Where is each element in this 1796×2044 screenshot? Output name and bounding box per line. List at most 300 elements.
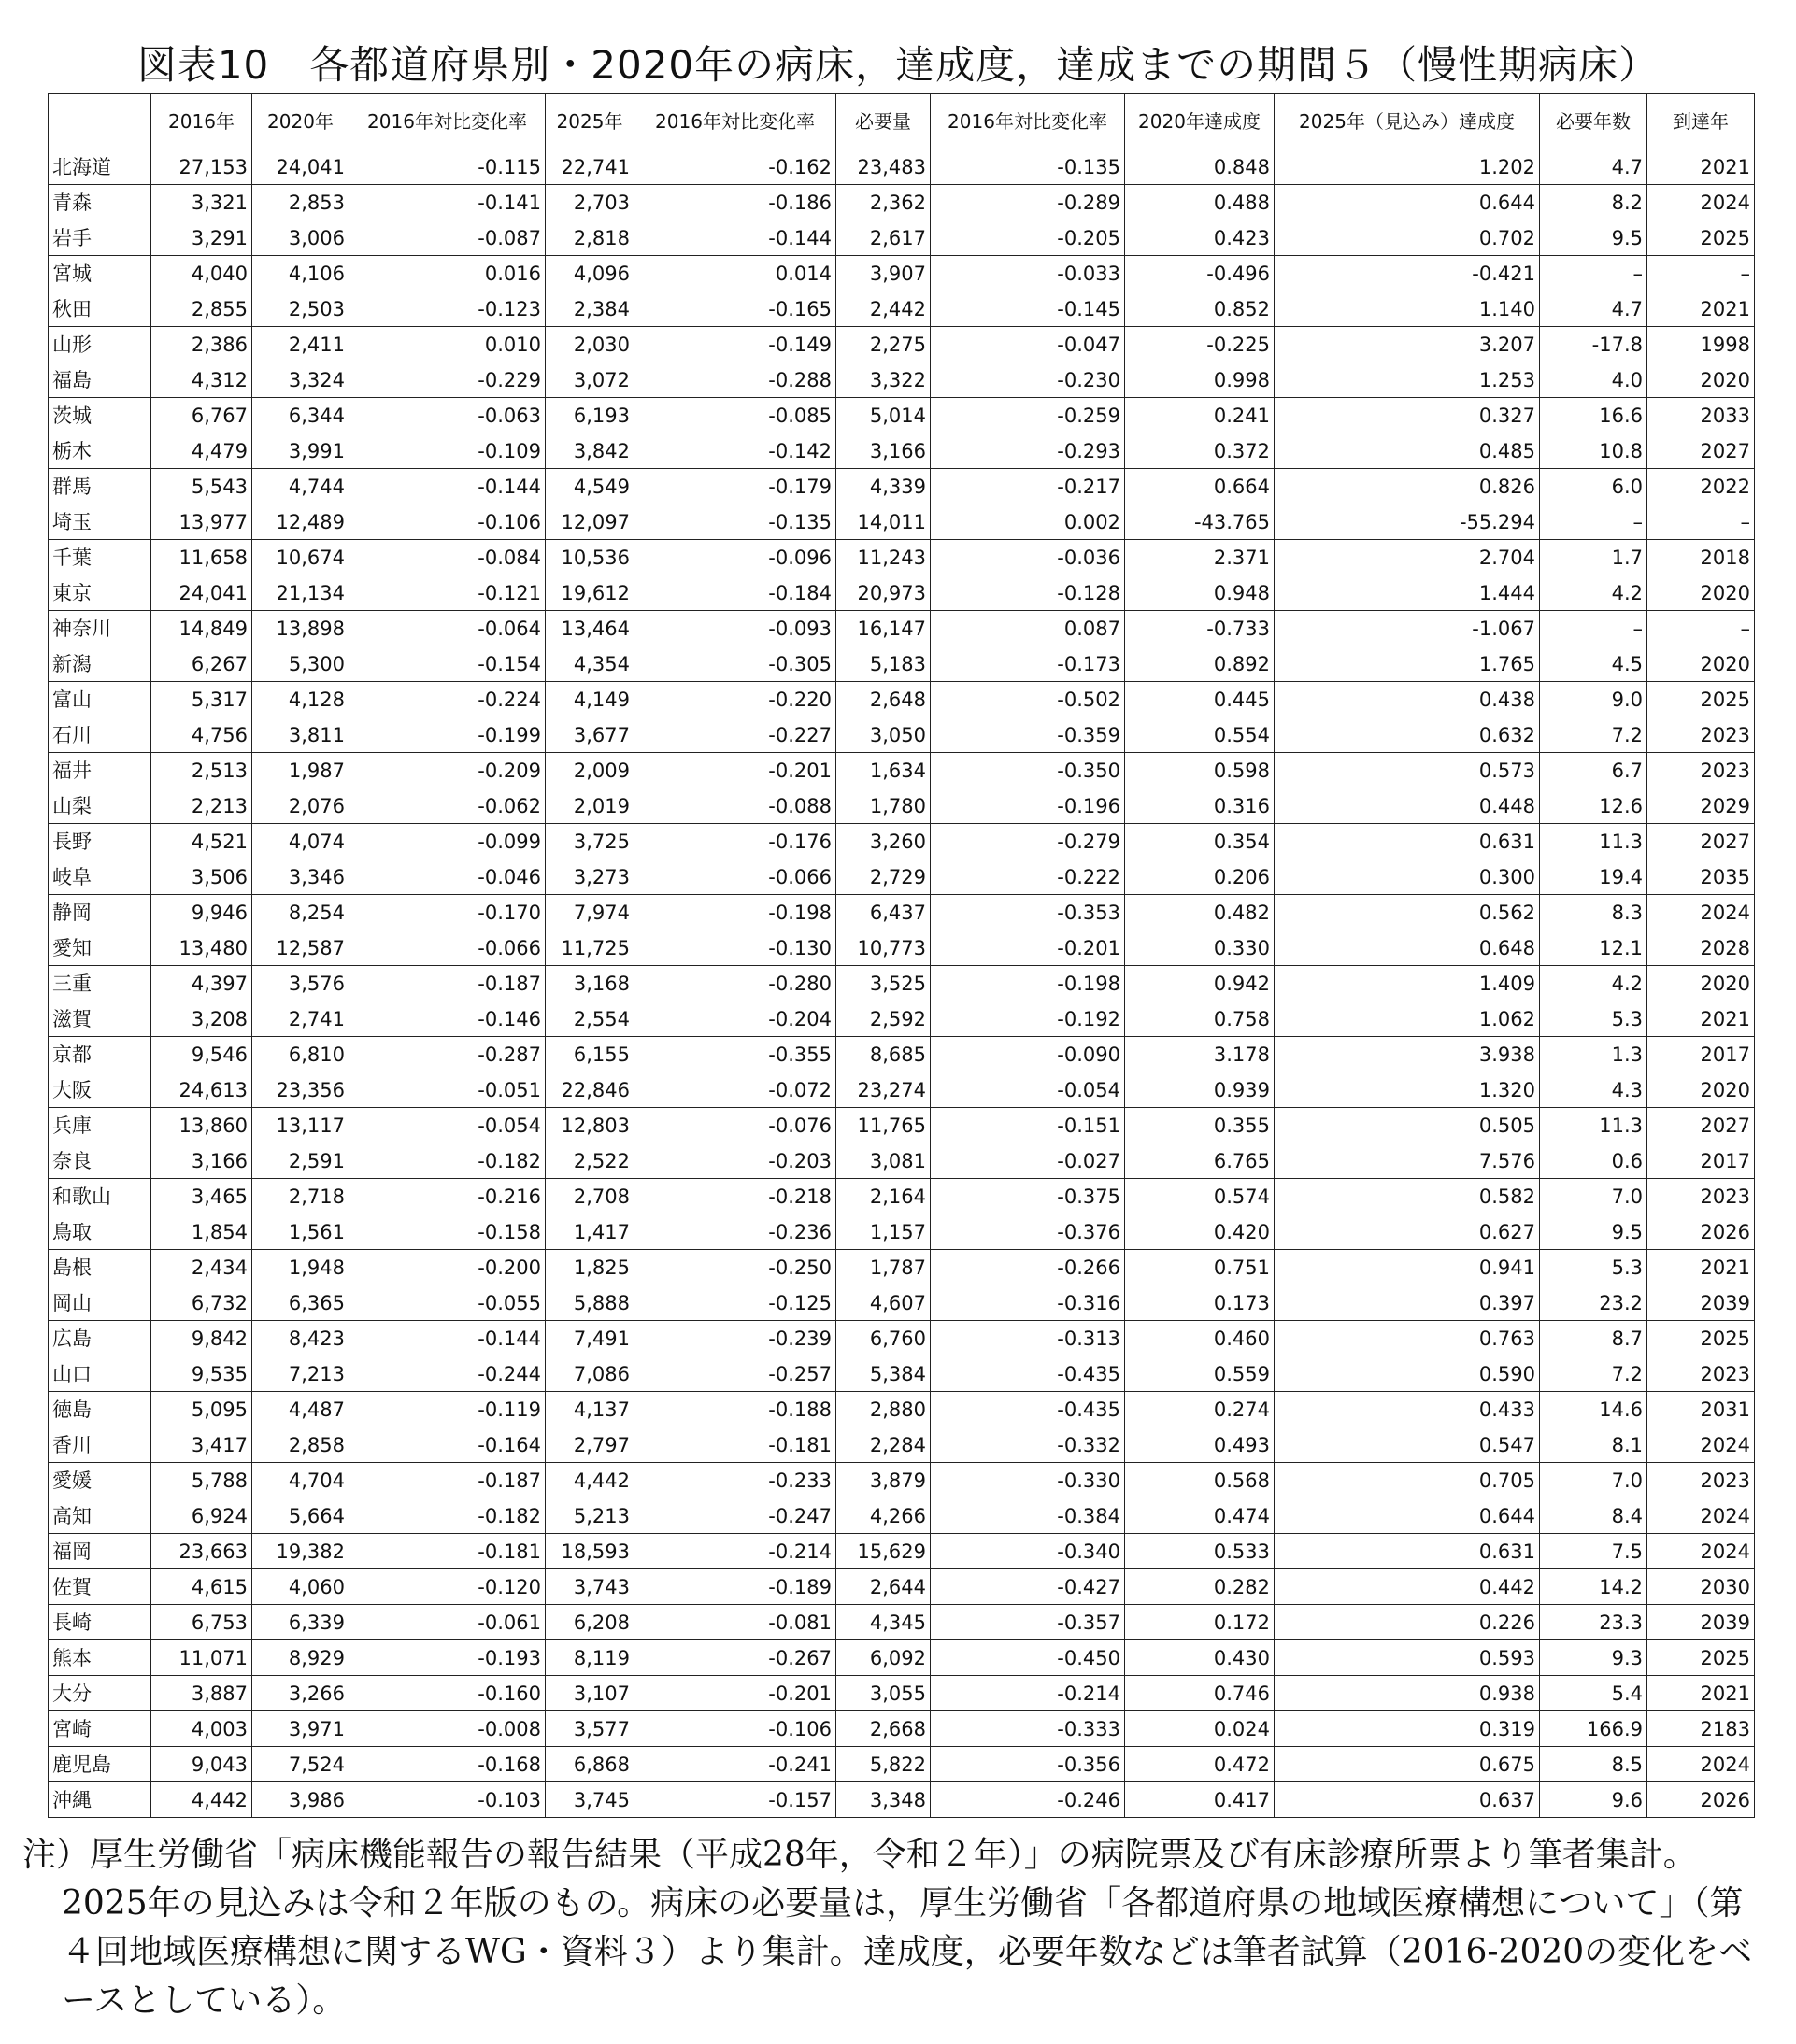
table-cell: -0.123 (349, 291, 546, 327)
table-cell: -0.081 (634, 1605, 836, 1640)
table-row (49, 1427, 1755, 1463)
table-cell: 0.423 (1125, 220, 1275, 256)
table-cell: 5.3 (1540, 1001, 1647, 1037)
prefecture-cell: 長野 (49, 824, 151, 859)
table-cell: -0.435 (931, 1356, 1125, 1392)
table-cell: 0.445 (1125, 682, 1275, 717)
table-cell: 0.397 (1275, 1285, 1540, 1321)
table-cell: -0.267 (634, 1640, 836, 1676)
table-cell: 6,344 (252, 398, 349, 433)
table-cell: 18,593 (546, 1534, 634, 1569)
table-cell: -0.280 (634, 966, 836, 1001)
table-cell: -0.203 (634, 1143, 836, 1179)
table-cell: 5,788 (151, 1463, 252, 1498)
table-cell: 6,810 (252, 1037, 349, 1072)
table-cell: 0.627 (1275, 1214, 1540, 1250)
table-row (49, 1143, 1755, 1179)
bed-data-table (48, 93, 1755, 1818)
table-cell: 3,346 (252, 859, 349, 895)
table-row (49, 859, 1755, 895)
table-cell: -0.093 (634, 611, 836, 646)
table-row (49, 220, 1755, 256)
table-cell: 2,213 (151, 788, 252, 824)
table-cell: -0.222 (931, 859, 1125, 895)
prefecture-cell: 岐阜 (49, 859, 151, 895)
table-cell: 6,924 (151, 1498, 252, 1534)
table-cell: 22,741 (546, 149, 634, 185)
table-cell: -0.063 (349, 398, 546, 433)
table-cell: 0.848 (1125, 149, 1275, 185)
table-cell: 3,266 (252, 1676, 349, 1711)
table-cell: 2,386 (151, 327, 252, 362)
prefecture-cell: 長崎 (49, 1605, 151, 1640)
table-cell: 0.942 (1125, 966, 1275, 1001)
table-cell: 15,629 (836, 1534, 931, 1569)
table-row (49, 1392, 1755, 1427)
table-row (49, 433, 1755, 469)
table-cell: -0.205 (931, 220, 1125, 256)
table-cell: 2031 (1647, 1392, 1755, 1427)
table-cell: 0.493 (1125, 1427, 1275, 1463)
table-cell: -0.204 (634, 1001, 836, 1037)
table-cell: 8,254 (252, 895, 349, 930)
table-cell: 3,348 (836, 1782, 931, 1818)
table-row (49, 398, 1755, 433)
table-cell: 11,658 (151, 540, 252, 575)
table-cell: – (1647, 504, 1755, 540)
table-cell: 2025 (1647, 220, 1755, 256)
table-cell: 10,536 (546, 540, 634, 575)
column-header: 2016年対比変化率 (931, 94, 1125, 149)
table-cell: 3,324 (252, 362, 349, 398)
table-cell: -0.230 (931, 362, 1125, 398)
table-cell: -0.214 (931, 1676, 1125, 1711)
prefecture-cell: 三重 (49, 966, 151, 1001)
table-cell: 0.582 (1275, 1179, 1540, 1214)
header-row (49, 94, 1755, 149)
table-cell: 0.631 (1275, 824, 1540, 859)
table-cell: 4,756 (151, 717, 252, 753)
table-row (49, 1072, 1755, 1108)
table-cell: 0.319 (1275, 1711, 1540, 1747)
table-cell: 6,339 (252, 1605, 349, 1640)
table-cell: -0.217 (931, 469, 1125, 504)
table-cell: -0.146 (349, 1001, 546, 1037)
prefecture-cell: 福岡 (49, 1534, 151, 1569)
prefecture-cell: 東京 (49, 575, 151, 611)
table-cell: 4,312 (151, 362, 252, 398)
table-cell: 2,009 (546, 753, 634, 788)
table-cell: 0.648 (1275, 930, 1540, 966)
table-cell: 4,704 (252, 1463, 349, 1498)
table-row (49, 753, 1755, 788)
table-cell: 4,106 (252, 256, 349, 291)
table-cell: 24,041 (151, 575, 252, 611)
table-cell: 4,744 (252, 469, 349, 504)
table-cell: 0.485 (1275, 433, 1540, 469)
table-cell: – (1540, 256, 1647, 291)
table-cell: 4.7 (1540, 291, 1647, 327)
table-cell: -0.214 (634, 1534, 836, 1569)
table-cell: 1,780 (836, 788, 931, 824)
table-cell: -0.106 (349, 504, 546, 540)
table-cell: 2028 (1647, 930, 1755, 966)
table-cell: -0.376 (931, 1214, 1125, 1250)
table-cell: -0.192 (931, 1001, 1125, 1037)
table-cell: 2,275 (836, 327, 931, 362)
table-cell: 13,117 (252, 1108, 349, 1143)
table-cell: -0.733 (1125, 611, 1275, 646)
table-cell: -0.170 (349, 895, 546, 930)
table-row (49, 1356, 1755, 1392)
table-cell: 0.562 (1275, 895, 1540, 930)
table-cell: 5.4 (1540, 1676, 1647, 1711)
table-cell: 14.6 (1540, 1392, 1647, 1427)
table-row (49, 1285, 1755, 1321)
table-cell: 6,365 (252, 1285, 349, 1321)
page-title: 図表10 各都道府県別・2020年の病床，達成度，達成までの期間５（慢性期病床） (136, 42, 1660, 89)
table-cell: 0.632 (1275, 717, 1540, 753)
table-cell: 6.0 (1540, 469, 1647, 504)
table-cell: 12.1 (1540, 930, 1647, 966)
table-cell: 3,050 (836, 717, 931, 753)
table-cell: 24,613 (151, 1072, 252, 1108)
table-cell: -0.144 (349, 1321, 546, 1356)
table-cell: 2,513 (151, 753, 252, 788)
table-cell: -0.357 (931, 1605, 1125, 1640)
prefecture-cell: 熊本 (49, 1640, 151, 1676)
table-cell: -0.198 (634, 895, 836, 930)
table-cell: -17.8 (1540, 327, 1647, 362)
table-row (49, 1605, 1755, 1640)
table-cell: 4.0 (1540, 362, 1647, 398)
table-cell: 5,822 (836, 1747, 931, 1782)
table-cell: 0.568 (1125, 1463, 1275, 1498)
table-cell: 2021 (1647, 1001, 1755, 1037)
table-cell: 11,243 (836, 540, 931, 575)
prefecture-cell: 徳島 (49, 1392, 151, 1427)
table-cell: 4,074 (252, 824, 349, 859)
table-cell: 8,929 (252, 1640, 349, 1676)
table-cell: 2020 (1647, 1072, 1755, 1108)
table-cell: 4.5 (1540, 646, 1647, 682)
table-cell: 4,266 (836, 1498, 931, 1534)
table-cell: 4,397 (151, 966, 252, 1001)
table-cell: 9,546 (151, 1037, 252, 1072)
table-row (49, 717, 1755, 753)
table-cell: 23,274 (836, 1072, 931, 1108)
table-cell: 0.664 (1125, 469, 1275, 504)
prefecture-cell: 山形 (49, 327, 151, 362)
table-cell: -0.120 (349, 1569, 546, 1605)
table-cell: 2025 (1647, 682, 1755, 717)
table-cell: -0.145 (931, 291, 1125, 327)
table-row (49, 1321, 1755, 1356)
table-cell: -0.088 (634, 788, 836, 824)
table-cell: 2023 (1647, 1356, 1755, 1392)
table-cell: 13,898 (252, 611, 349, 646)
table-cell: -0.201 (931, 930, 1125, 966)
table-cell: 0.300 (1275, 859, 1540, 895)
table-cell: 0.574 (1125, 1179, 1275, 1214)
table-cell: 2023 (1647, 1179, 1755, 1214)
table-cell: 2020 (1647, 646, 1755, 682)
prefecture-cell: 愛媛 (49, 1463, 151, 1498)
table-cell: 12,587 (252, 930, 349, 966)
table-cell: -0.225 (1125, 327, 1275, 362)
table-cell: 9,535 (151, 1356, 252, 1392)
table-cell: 2,718 (252, 1179, 349, 1214)
table-cell: -0.239 (634, 1321, 836, 1356)
table-cell: -0.055 (349, 1285, 546, 1321)
table-cell: -0.250 (634, 1250, 836, 1285)
table-cell: 3,991 (252, 433, 349, 469)
table-row (49, 327, 1755, 362)
table-cell: 0.644 (1275, 185, 1540, 220)
table-cell: 6,760 (836, 1321, 931, 1356)
column-header: 到達年 (1647, 94, 1755, 149)
table-row (49, 930, 1755, 966)
table-cell: 7.0 (1540, 1463, 1647, 1498)
table-cell: 2023 (1647, 753, 1755, 788)
table-cell: -0.158 (349, 1214, 546, 1250)
table-cell: 0.547 (1275, 1427, 1540, 1463)
table-row (49, 682, 1755, 717)
table-cell: 21,134 (252, 575, 349, 611)
table-row (49, 1214, 1755, 1250)
table-cell: 12,803 (546, 1108, 634, 1143)
table-cell: 0.355 (1125, 1108, 1275, 1143)
table-cell: 3,725 (546, 824, 634, 859)
table-cell: -0.287 (349, 1037, 546, 1072)
table-cell: -0.109 (349, 433, 546, 469)
table-cell: 13,860 (151, 1108, 252, 1143)
table-cell: 2021 (1647, 291, 1755, 327)
table-cell: 3,677 (546, 717, 634, 753)
table-cell: 8.7 (1540, 1321, 1647, 1356)
table-cell: -0.233 (634, 1463, 836, 1498)
table-cell: 0.016 (349, 256, 546, 291)
table-cell: 6,732 (151, 1285, 252, 1321)
table-row (49, 1037, 1755, 1072)
table-cell: -0.182 (349, 1143, 546, 1179)
table-cell: -0.356 (931, 1747, 1125, 1782)
table-cell: 3.207 (1275, 327, 1540, 362)
table-cell: 16.6 (1540, 398, 1647, 433)
table-cell: 3,745 (546, 1782, 634, 1818)
table-row (49, 611, 1755, 646)
prefecture-cell: 千葉 (49, 540, 151, 575)
prefecture-cell: 島根 (49, 1250, 151, 1285)
table-cell: -0.187 (349, 1463, 546, 1498)
table-cell: 1.409 (1275, 966, 1540, 1001)
table-cell: -0.199 (349, 717, 546, 753)
table-cell: 8.5 (1540, 1747, 1647, 1782)
table-cell: 0.024 (1125, 1711, 1275, 1747)
table-cell: 4.2 (1540, 966, 1647, 1001)
table-cell: 2,644 (836, 1569, 931, 1605)
table-cell: 2,703 (546, 185, 634, 220)
prefecture-cell: 山口 (49, 1356, 151, 1392)
table-cell: 7.2 (1540, 1356, 1647, 1392)
table-cell: 2022 (1647, 469, 1755, 504)
table-row (49, 362, 1755, 398)
table-cell: 2,591 (252, 1143, 349, 1179)
prefecture-cell: 岡山 (49, 1285, 151, 1321)
table-cell: 4,060 (252, 1569, 349, 1605)
table-cell: -0.141 (349, 185, 546, 220)
table-cell: 10,674 (252, 540, 349, 575)
table-cell: 0.488 (1125, 185, 1275, 220)
table-row (49, 1498, 1755, 1534)
table-cell: -0.149 (634, 327, 836, 362)
table-cell: 4,137 (546, 1392, 634, 1427)
table-cell: 9.5 (1540, 220, 1647, 256)
table-cell: -0.144 (634, 220, 836, 256)
prefecture-cell: 秋田 (49, 291, 151, 327)
table-cell: 4,354 (546, 646, 634, 682)
table-cell: -0.066 (349, 930, 546, 966)
table-cell: 1,854 (151, 1214, 252, 1250)
table-cell: -0.259 (931, 398, 1125, 433)
prefecture-cell: 大分 (49, 1676, 151, 1711)
table-cell: 2.704 (1275, 540, 1540, 575)
prefecture-cell: 栃木 (49, 433, 151, 469)
table-cell: -0.375 (931, 1179, 1125, 1214)
table-cell: 5,543 (151, 469, 252, 504)
table-cell: 2039 (1647, 1605, 1755, 1640)
table-cell: 23,356 (252, 1072, 349, 1108)
prefecture-cell: 福井 (49, 753, 151, 788)
table-cell: 0.010 (349, 327, 546, 362)
table-cell: 3,465 (151, 1179, 252, 1214)
table-cell: -0.293 (931, 433, 1125, 469)
table-cell: 23.3 (1540, 1605, 1647, 1640)
prefecture-cell: 兵庫 (49, 1108, 151, 1143)
table-cell: 0.746 (1125, 1676, 1275, 1711)
table-cell: -0.103 (349, 1782, 546, 1818)
table-cell: 8.1 (1540, 1427, 1647, 1463)
table-cell: -0.359 (931, 717, 1125, 753)
table-cell: 8.3 (1540, 895, 1647, 930)
table-cell: -0.330 (931, 1463, 1125, 1498)
table-row (49, 185, 1755, 220)
table-cell: 5,213 (546, 1498, 634, 1534)
table-cell: -0.305 (634, 646, 836, 682)
column-header: 必要量 (836, 94, 931, 149)
prefecture-cell: 佐賀 (49, 1569, 151, 1605)
table-cell: 0.593 (1275, 1640, 1540, 1676)
table-cell: 4,615 (151, 1569, 252, 1605)
table-cell: 2027 (1647, 1108, 1755, 1143)
column-header: 2016年対比変化率 (349, 94, 546, 149)
table-cell: -0.135 (931, 149, 1125, 185)
prefecture-cell: 和歌山 (49, 1179, 151, 1214)
prefecture-cell: 福島 (49, 362, 151, 398)
table-cell: 9.0 (1540, 682, 1647, 717)
table-cell: 23,483 (836, 149, 931, 185)
table-cell: 3,971 (252, 1711, 349, 1747)
table-cell: -0.162 (634, 149, 836, 185)
table-cell: 6,767 (151, 398, 252, 433)
table-cell: 2024 (1647, 1427, 1755, 1463)
table-cell: 3,525 (836, 966, 931, 1001)
table-cell: 0.002 (931, 504, 1125, 540)
table-cell: -0.047 (931, 327, 1125, 362)
table-cell: 0.241 (1125, 398, 1275, 433)
table-cell: 2,164 (836, 1179, 931, 1214)
table-cell: -0.353 (931, 895, 1125, 930)
table-cell: 2020 (1647, 966, 1755, 1001)
table-cell: 5,664 (252, 1498, 349, 1534)
table-cell: 4,442 (151, 1782, 252, 1818)
table-cell: 4,040 (151, 256, 252, 291)
table-cell: 13,464 (546, 611, 634, 646)
table-cell: -0.216 (349, 1179, 546, 1214)
table-cell: 11.3 (1540, 1108, 1647, 1143)
table-cell: 0.631 (1275, 1534, 1540, 1569)
table-cell: -0.198 (931, 966, 1125, 1001)
table-cell: -0.184 (634, 575, 836, 611)
table-cell: 0.372 (1125, 433, 1275, 469)
table-cell: 4,096 (546, 256, 634, 291)
table-cell: 1.062 (1275, 1001, 1540, 1037)
table-cell: 0.637 (1275, 1782, 1540, 1818)
column-header: 2020年達成度 (1125, 94, 1275, 149)
table-cell: -0.036 (931, 540, 1125, 575)
table-cell: 16,147 (836, 611, 931, 646)
prefecture-cell: 京都 (49, 1037, 151, 1072)
table-cell: -0.218 (634, 1179, 836, 1214)
table-row (49, 1001, 1755, 1037)
table-cell: -0.135 (634, 504, 836, 540)
table-cell: 1,787 (836, 1250, 931, 1285)
table-cell: 2021 (1647, 1676, 1755, 1711)
table-cell: -0.421 (1275, 256, 1540, 291)
table-cell: 2,522 (546, 1143, 634, 1179)
table-cell: 166.9 (1540, 1711, 1647, 1747)
table-cell: 0.751 (1125, 1250, 1275, 1285)
table-cell: 2024 (1647, 895, 1755, 930)
table-cell: 1998 (1647, 327, 1755, 362)
table-cell: -0.033 (931, 256, 1125, 291)
table-cell: 0.938 (1275, 1676, 1540, 1711)
table-cell: 2183 (1647, 1711, 1755, 1747)
table-cell: 2,592 (836, 1001, 931, 1037)
prefecture-cell: 茨城 (49, 398, 151, 433)
table-cell: -0.008 (349, 1711, 546, 1747)
table-cell: – (1540, 611, 1647, 646)
table-cell: -0.125 (634, 1285, 836, 1321)
prefecture-cell: 新潟 (49, 646, 151, 682)
table-cell: 4.7 (1540, 149, 1647, 185)
table-cell: 13,480 (151, 930, 252, 966)
table-cell: 24,041 (252, 149, 349, 185)
table-cell: -0.096 (634, 540, 836, 575)
table-cell: -0.051 (349, 1072, 546, 1108)
table-row (49, 1250, 1755, 1285)
table-cell: -0.066 (634, 859, 836, 895)
table-cell: 4,149 (546, 682, 634, 717)
prefecture-cell: 岩手 (49, 220, 151, 256)
table-cell: 12,097 (546, 504, 634, 540)
table-cell: 0.826 (1275, 469, 1540, 504)
table-cell: 7.2 (1540, 717, 1647, 753)
table-cell: 11,071 (151, 1640, 252, 1676)
table-cell: 4.3 (1540, 1072, 1647, 1108)
table-cell: 3,072 (546, 362, 634, 398)
table-cell: 2024 (1647, 1498, 1755, 1534)
